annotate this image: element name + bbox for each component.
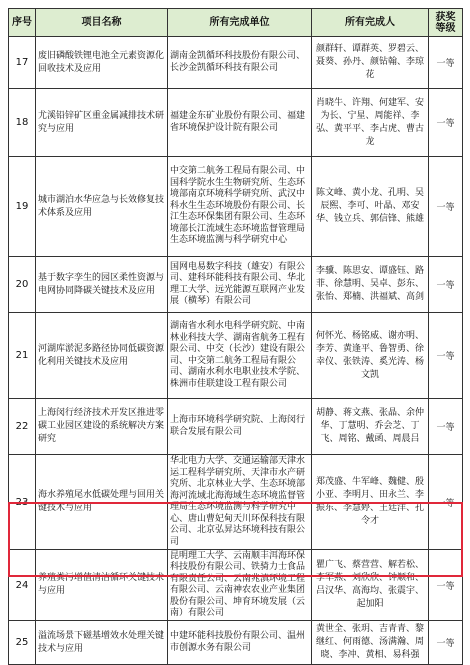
row-units: 中交第二航务工程局有限公司、中国科学院水生生物研究所、生态环境部南京环境科学研究所、武汉中科水生生态环境股份有限公司、长江生态环保集团有限公司、生态环境部长江流域生态环境监督管理局生态环境监测与科学研究中心: [168, 157, 312, 257]
row-project-name: 河湖库淤泥多路径协同低碳资源化利用关键技术及应用: [36, 313, 168, 399]
row-project-name: 海水养殖尾水低碳处理与回用关键技术与应用: [36, 455, 168, 550]
header-completing-units: 所有完成单位: [168, 9, 312, 37]
row-persons: 郑茂盛、牛军峰、魏健、殷小亚、李明月、田永兰、李振东、李慧婷、王廷洋、孔令才: [312, 455, 429, 550]
table-row: [9, 621, 463, 665]
header-completing-persons: 所有完成人: [312, 9, 429, 37]
header-award-level: 获奖等级: [429, 9, 463, 37]
table-row: [9, 455, 463, 550]
row-level: 一等: [429, 157, 463, 257]
row-level: 一等: [429, 257, 463, 313]
row-level: 一等: [429, 455, 463, 550]
table-row: [9, 37, 463, 89]
table-row: [9, 157, 463, 257]
row-persons: 胡静、蒋文燕、张晶、余仲华、丁慧明、乔会芝、丁飞、周铭、戴函、周晨吕: [312, 399, 429, 455]
row-units: 湖南金凯循环科技股份有限公司、长沙金凯循环科技有限公司: [168, 37, 312, 89]
row-level: 一等: [429, 550, 463, 621]
table-header-row: [9, 9, 463, 37]
row-serial: 24: [9, 550, 36, 621]
row-level: 一等: [429, 621, 463, 665]
header-serial-number: 序号: [9, 9, 36, 37]
row-persons: 何怀光、杨铭威、谢亦明、李芳、黄逢平、鲁智勇、徐幸仪、张铁涛、奚光涛、杨文凯: [312, 313, 429, 399]
row-persons: 瞿广飞、蔡营营、解若松、李军燕、刘欣欣、钟顺和、吕汉华、高海均、张震宇、起加阳: [312, 550, 429, 621]
table-row: [9, 313, 463, 399]
row-serial: 17: [9, 37, 36, 89]
row-units: 湖南省水利水电科学研究院、中南林业科技大学、湖南省航务工程有限公司、中交（长沙）建设有限公司、中交第二航务工程局有限公司、湖南水利水电职业技术学院、株洲市佳联建设工程有限公司: [168, 313, 312, 399]
row-serial: 21: [9, 313, 36, 399]
row-level: 一等: [429, 399, 463, 455]
row-level: 一等: [429, 37, 463, 89]
row-units: 华北电力大学、交通运输部天津水运工程科学研究所、天津市水产研究所、北京林业大学、生态环境部海河流域北海海域生态环境监督管理局生态环境监测与科学研究中心、唐山曹妃甸天川环保科技有限公司、北京弘昇达环境科技有限公司: [168, 455, 312, 550]
row-persons: 李骥、陈思安、谭盛钰、路菲、徐慧明、吴卓、彭东、张怡、郑楠、洪福斌、高剑: [312, 257, 429, 313]
row-persons: 陈文峰、黄小龙、孔明、吴辰熙、李可、叶晶、邓安华、钱立兵、郭信锋、熊雄: [312, 157, 429, 257]
row-project-name: 废旧磷酸铁锂电池全元素资源化回收技术及应用: [36, 37, 168, 89]
row-project-name: 上海闵行经济技术开发区推进零碳工业园区建设的系统解决方案研究: [36, 399, 168, 455]
row-project-name: 养殖粪污增值清洁循环关键技术与应用: [36, 550, 168, 621]
row-units: 福建金东矿业股份有限公司、福建省环境保护设计院有限公司: [168, 89, 312, 157]
row-serial: 22: [9, 399, 36, 455]
row-serial: 20: [9, 257, 36, 313]
row-units: 国网电易数字科技（雄安）有限公司、建科环能科技有限公司、华北理工大学、远光能源互联网产业发展（横琴）有限公司: [168, 257, 312, 313]
table-row: [9, 399, 463, 455]
row-persons: 颜群轩、谭群英、罗碧云、聂葵、孙丹、颜钻翰、李琼花: [312, 37, 429, 89]
row-project-name: 基于数字孪生的园区柔性资源与电网协同降碳关键技术及应用: [36, 257, 168, 313]
award-table: [8, 8, 463, 665]
row-serial: 19: [9, 157, 36, 257]
row-level: 一等: [429, 89, 463, 157]
header-project-name: 项目名称: [36, 9, 168, 37]
row-level: 一等: [429, 313, 463, 399]
row-persons: 黄世全、张玥、吉青青、黎继红、何雨德、汤满瀚、周晓、李冲、黄相、易科强: [312, 621, 429, 665]
row-units: 昆明理工大学、云南顺丰洱海环保科技股份有限公司、铁骑力士食品有限责任公司、云南兆滇环境工程有限公司、云南神农农业产业集团股份有限公司、坤育环境发展（云南）有限公司: [168, 550, 312, 621]
row-serial: 25: [9, 621, 36, 665]
row-serial: 18: [9, 89, 36, 157]
table-row: [9, 550, 463, 621]
table-row: [9, 89, 463, 157]
row-units: 上海市环境科学研究院、上海闵行联合发展有限公司: [168, 399, 312, 455]
row-serial: 23: [9, 455, 36, 550]
row-project-name: 溢流场景下磁基增效水处理关键技术与应用: [36, 621, 168, 665]
row-units: 中建环能科技股份有限公司、温州市创源水务有限公司: [168, 621, 312, 665]
row-project-name: 城市湖泊水华应急与长效修复技术体系及应用: [36, 157, 168, 257]
row-persons: 肖晓牛、许翔、何建军、安为长、宁星、周能祥、李弘、黄平平、李占虎、曹古龙: [312, 89, 429, 157]
row-project-name: 尤溪铅锌矿区重金属减排技术研究与应用: [36, 89, 168, 157]
table-row: [9, 257, 463, 313]
